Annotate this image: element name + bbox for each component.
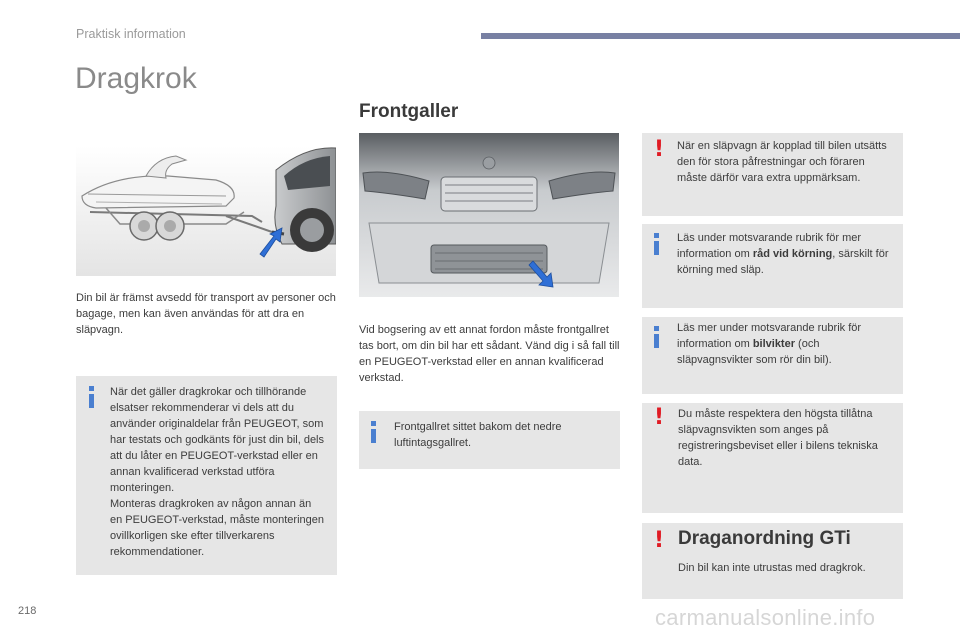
trailer-warning-text: När en släpvagn är kopplad till bilen utsätts den för stora påfrestningar och föraren måste därför vara extra uppmärksam. [677, 140, 887, 184]
driving-info-text: Läs under motsvarande rubrik för mer information om råd vid körning, särskilt för körning med släp. [677, 232, 889, 276]
frontgaller-info-box [359, 411, 620, 469]
info-icon [654, 233, 659, 257]
page-title: Dragkrok [75, 62, 197, 95]
warning-icon: ! [654, 405, 665, 430]
weight-limit-warning-box [642, 403, 903, 513]
gti-heading: Draganordning GTi [678, 528, 851, 549]
page-number: 218 [18, 605, 37, 617]
front-grille-illustration [359, 133, 619, 297]
driving-info-bold: råd vid körning [752, 248, 833, 260]
watermark: carmanualsonline.info [655, 605, 876, 630]
weight-limit-warning-text: Du måste respektera den högsta tillåtna släpvagnsvikten som anges på registreringsbeviset eller i bilens tekniska data. [678, 408, 878, 468]
frontgaller-text: Vid bogsering av ett annat fordon måste frontgallret tas bort, om din bil har ett sådant. Vänd dig i så fall till en PEUGEOT-verkstad eller en annan kvalificerad verkstad. [359, 324, 620, 384]
jet-ski-trailer-car-illustration [76, 146, 336, 276]
info-icon [654, 326, 659, 350]
frontgaller-info-text: Frontgallret sittet bakom det nedre luftintagsgallret. [394, 421, 562, 449]
tow-info-paragraph-1: När det gäller dragkrokar och tillhörande elsatser rekommenderar vi dels att du använder originaldelar från PEUGEOT, som har testats och godkänts för just din bil, dels att du låter en PEUGEOT-verkstad eller en annan kvalificerad verkstad utföra monteringen. [110, 386, 325, 494]
weights-info-text: Läs mer under motsvarande rubrik för information om bilvikter (och släpvagnsvikter som rör din bil). [677, 322, 862, 366]
info-icon [371, 421, 376, 445]
driving-info-box [642, 224, 903, 308]
weights-info-box [642, 317, 903, 394]
tow-info-box [76, 376, 337, 575]
gti-text: Din bil kan inte utrustas med dragkrok. [678, 562, 866, 574]
trailer-warning-box [642, 133, 903, 216]
weights-info-bold: bilvikter [752, 338, 795, 350]
tow-intro-text: Din bil är främst avsedd för transport av personer och bagage, men kan även användas för att dra en släpvagn. [76, 292, 336, 336]
warning-icon: ! [654, 528, 665, 553]
tow-info-paragraph-2: Monteras dragkroken av någon annan än en PEUGEOT-verkstad, måste monteringen ovillkorligen ske efter tillverkarens rekommendationer. [110, 498, 324, 558]
frontgaller-heading: Frontgaller [359, 101, 459, 122]
gti-box [642, 523, 903, 599]
info-icon [89, 386, 94, 410]
section-label: Praktisk information [76, 27, 186, 41]
warning-icon: ! [654, 137, 665, 162]
header-accent-bar [481, 33, 960, 39]
